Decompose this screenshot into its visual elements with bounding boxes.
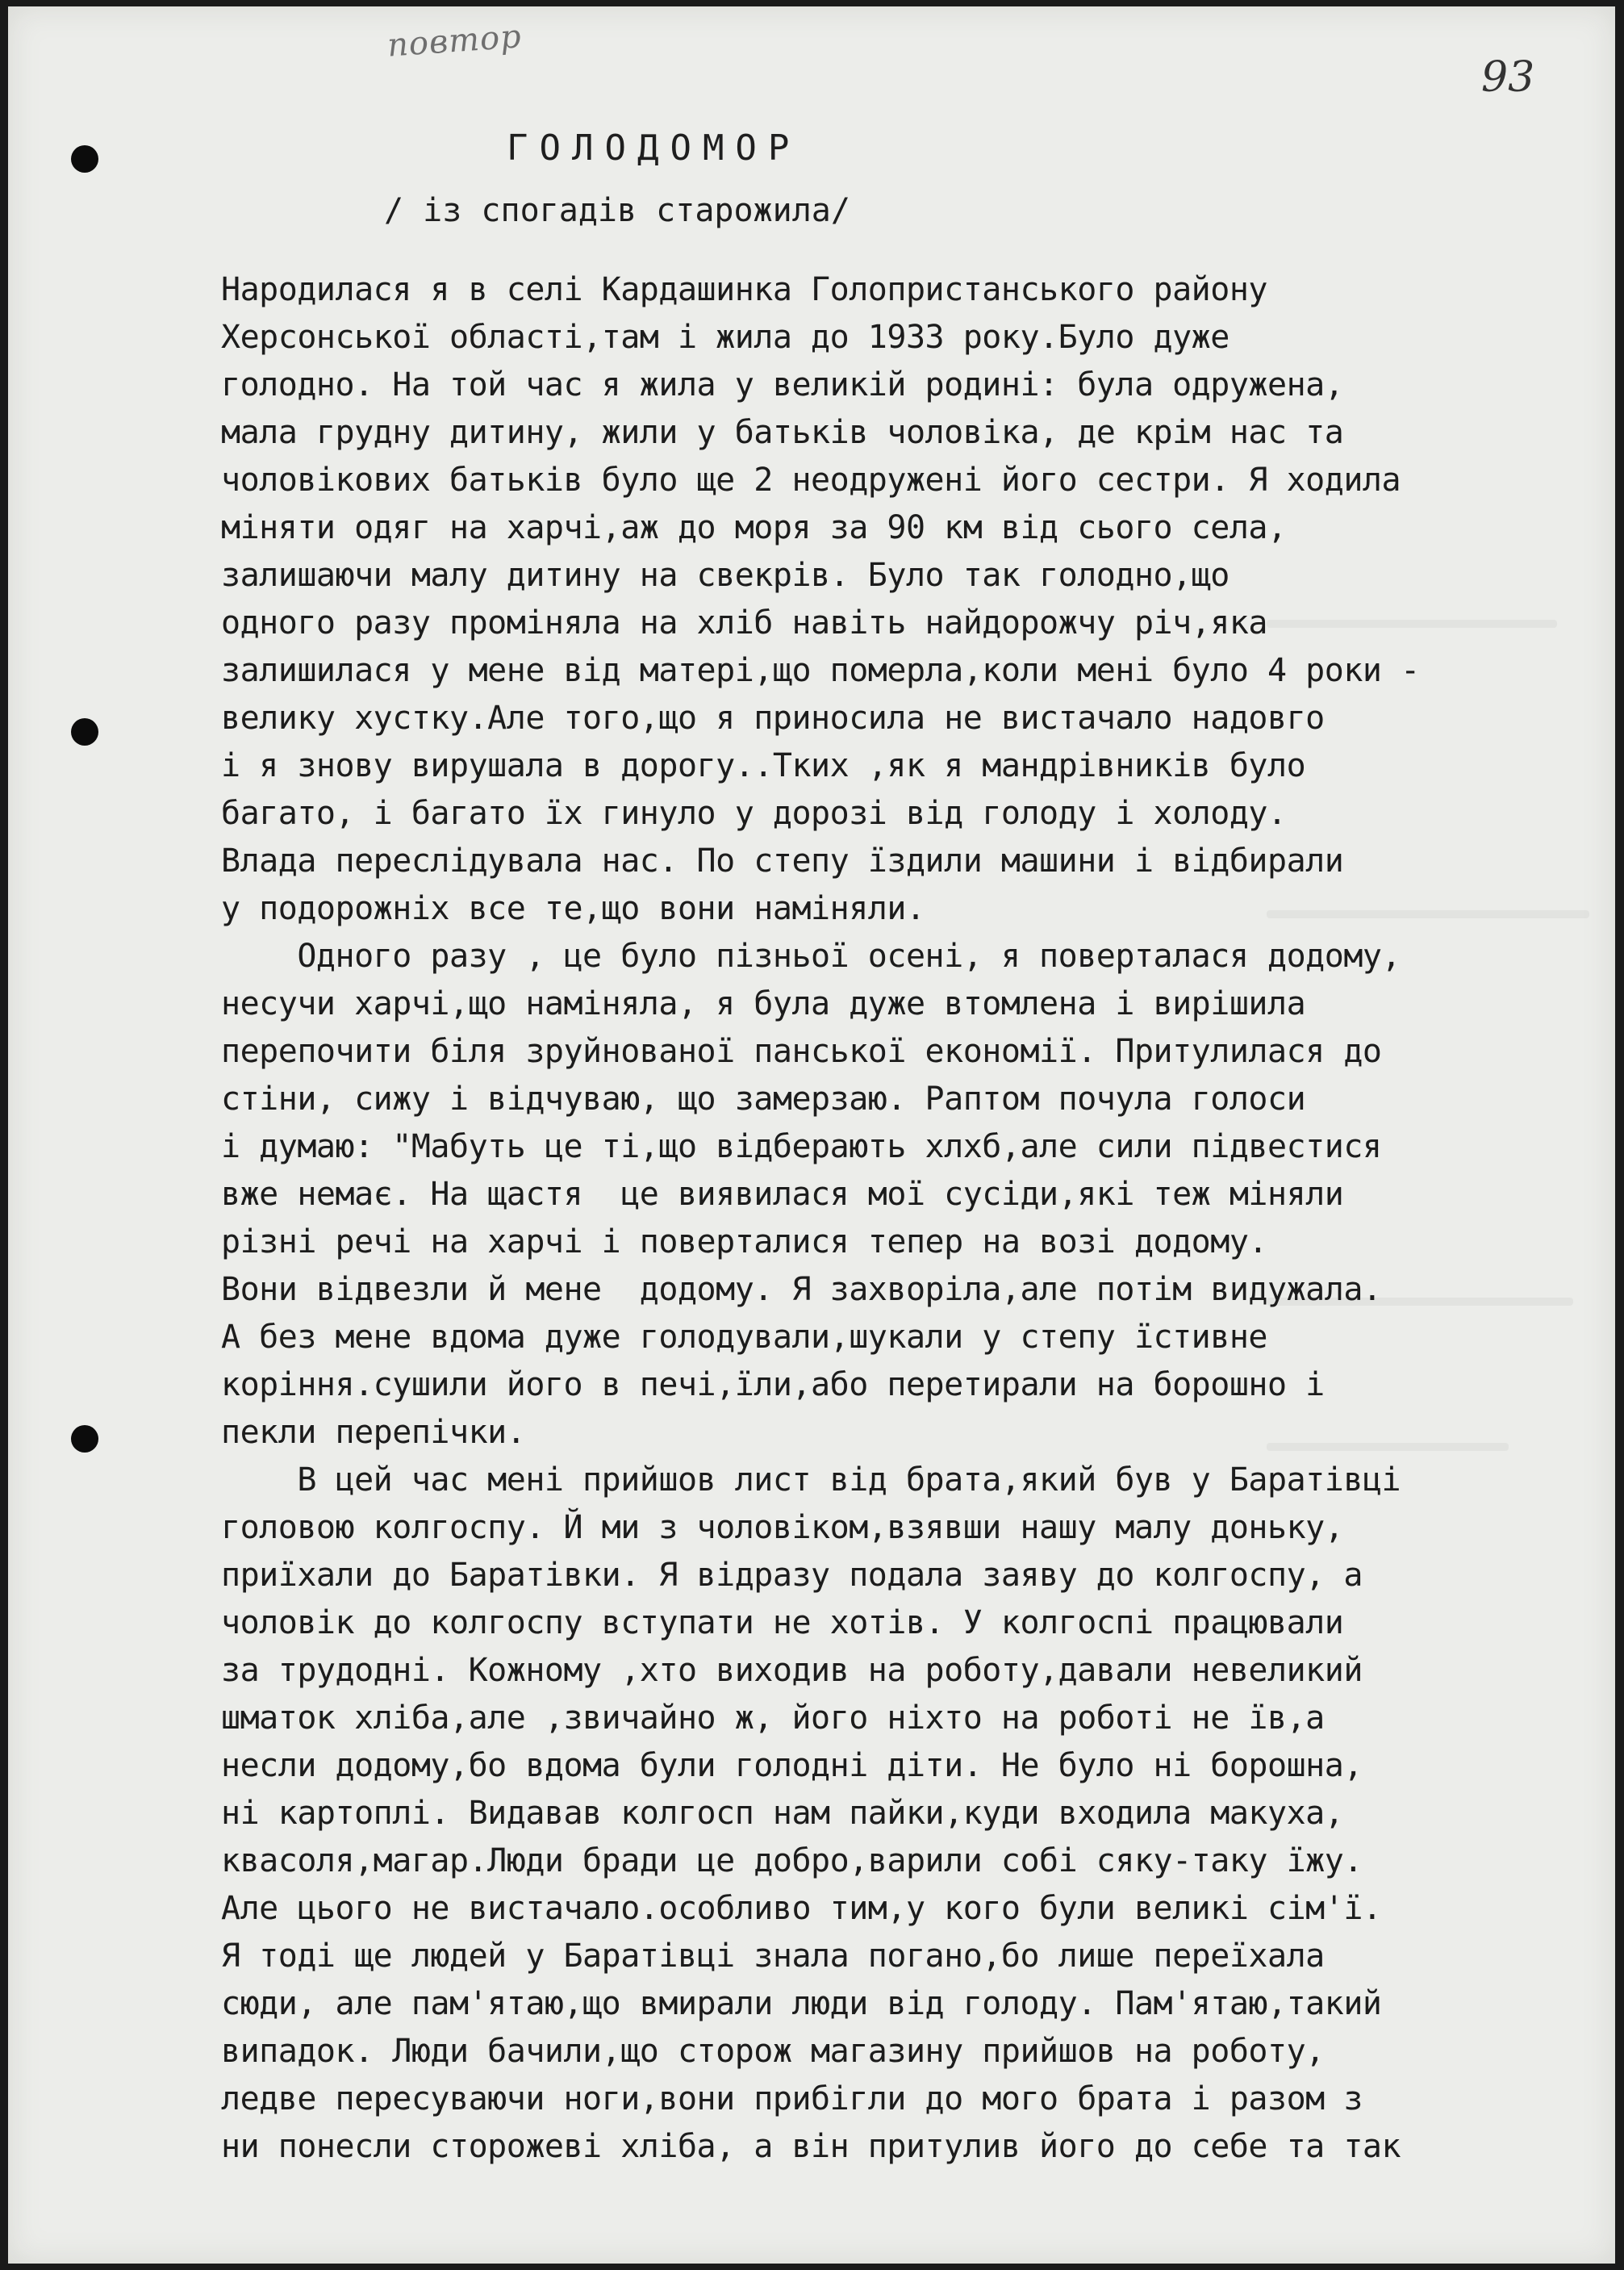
text-line: мала грудну дитину, жили у батьків чоловіка, де крім нас та xyxy=(221,414,1344,451)
punch-hole xyxy=(71,718,98,746)
text-line: Вони відвезли й мене додому. Я захворіла,але потім видужала. xyxy=(221,1271,1382,1308)
handwritten-note: повтор xyxy=(386,18,524,65)
document-subtitle: / із спогадів старожила/ xyxy=(384,192,850,229)
text-line: несучи харчі,що наміняла, я була дуже втомлена і вирішила xyxy=(221,985,1306,1022)
text-line: Одного разу , це було пізньої осені, я поверталася додому, xyxy=(221,938,1401,975)
text-line: коріння.сушили його в печі,їли,або перетирали на борошно і xyxy=(221,1366,1325,1403)
text-line: пекли перепічки. xyxy=(221,1414,526,1451)
text-line: приїхали до Баратівки. Я відразу подала заяву до колгоспу, а xyxy=(221,1557,1363,1594)
text-line: залишилася у мене від матері,що померла,коли мені було 4 роки - xyxy=(221,652,1420,689)
text-line: випадок. Люди бачили,що сторож магазину прийшов на роботу, xyxy=(221,2033,1325,2070)
text-line: Але цього не вистачало.особливо тим,у кого були великі сім'ї. xyxy=(221,1890,1382,1927)
text-line: багато, і багато їх гинуло у дорозі від голоду і холоду. xyxy=(221,795,1287,832)
document-body xyxy=(221,266,1544,2171)
text-line: стіни, сижу і відчуваю, що замерзаю. Раптом почула голоси xyxy=(221,1081,1306,1118)
punch-hole xyxy=(71,145,98,173)
text-line: велику хустку.Але того,що я приносила не вистачало надовго xyxy=(221,700,1325,737)
page-number: 93 xyxy=(1481,53,1535,102)
text-line: вже немає. На щастя це виявилася мої сусіди,які теж міняли xyxy=(221,1176,1344,1213)
text-line: квасоля,магар.Люди бради це добро,варили собі сяку-таку їжу. xyxy=(221,1842,1363,1879)
text-line: Херсонської області,там і жила до 1933 року.Було дуже xyxy=(221,319,1229,356)
text-line: залишаючи малу дитину на свекрів. Було так голодно,що xyxy=(221,557,1229,594)
text-line: ледве пересуваючи ноги,вони прибігли до мого брата і разом з xyxy=(221,2080,1363,2117)
text-line: несли додому,бо вдома були голодні діти. Не було ні борошна, xyxy=(221,1747,1363,1784)
text-line: чоловік до колгоспу вступати не хотів. У колгоспі працювали xyxy=(221,1604,1344,1641)
text-line: і думаю: "Мабуть це ті,що відберають хлхб,але сили підвестися xyxy=(221,1128,1382,1165)
text-line: Я тоді ще людей у Баратівці знала погано,бо лише переїхала xyxy=(221,1938,1325,1975)
text-line: за трудодні. Кожному ,хто виходив на роботу,давали невеликий xyxy=(221,1652,1363,1689)
text-line: одного разу проміняла на хліб навіть найдорожчу річ,яка xyxy=(221,604,1268,642)
text-line: міняти одяг на харчі,аж до моря за 90 км від сього села, xyxy=(221,509,1287,546)
text-line: Народилася я в селі Кардашинка Голопристанського району xyxy=(221,271,1268,308)
text-line: перепочити біля зруйнованої панської економії. Притулилася до xyxy=(221,1033,1382,1070)
text-line: сюди, але пам'ятаю,що вмирали люди від голоду. Пам'ятаю,такий xyxy=(221,1985,1382,2022)
text-line: ни понесли сторожеві хліба, а він притулив його до себе та так xyxy=(221,2128,1401,2165)
document-page xyxy=(8,6,1615,2264)
text-line: різні речі на харчі і поверталися тепер на возі додому. xyxy=(221,1223,1268,1260)
text-line: А без мене вдома дуже голодували,шукали у степу їстивне xyxy=(221,1319,1268,1356)
text-line: і я знову вирушала в дорогу..Тких ,як я мандрівників було xyxy=(221,747,1306,784)
text-line: голодно. На той час я жила у великій родині: була одружена, xyxy=(221,366,1344,403)
document-title: ГОЛОДОМОР xyxy=(507,128,801,169)
text-line: у подорожніх все те,що вони наміняли. xyxy=(221,890,925,927)
text-line: чоловікових батьків було ще 2 неодружені його сестри. Я ходила xyxy=(221,462,1401,499)
text-line: шматок хліба,але ,звичайно ж, його ніхто на роботі не їв,а xyxy=(221,1699,1325,1737)
text-line: головою колгоспу. Й ми з чоловіком,взявши нашу малу доньку, xyxy=(221,1509,1344,1546)
text-line: ні картоплі. Видавав колгосп нам пайки,куди входила макуха, xyxy=(221,1795,1344,1832)
text-line: В цей час мені прийшов лист від брата,який був у Баратівці xyxy=(221,1461,1401,1499)
punch-hole xyxy=(71,1425,98,1453)
text-line: Влада переслідувала нас. По степу їздили машини і відбирали xyxy=(221,842,1344,880)
